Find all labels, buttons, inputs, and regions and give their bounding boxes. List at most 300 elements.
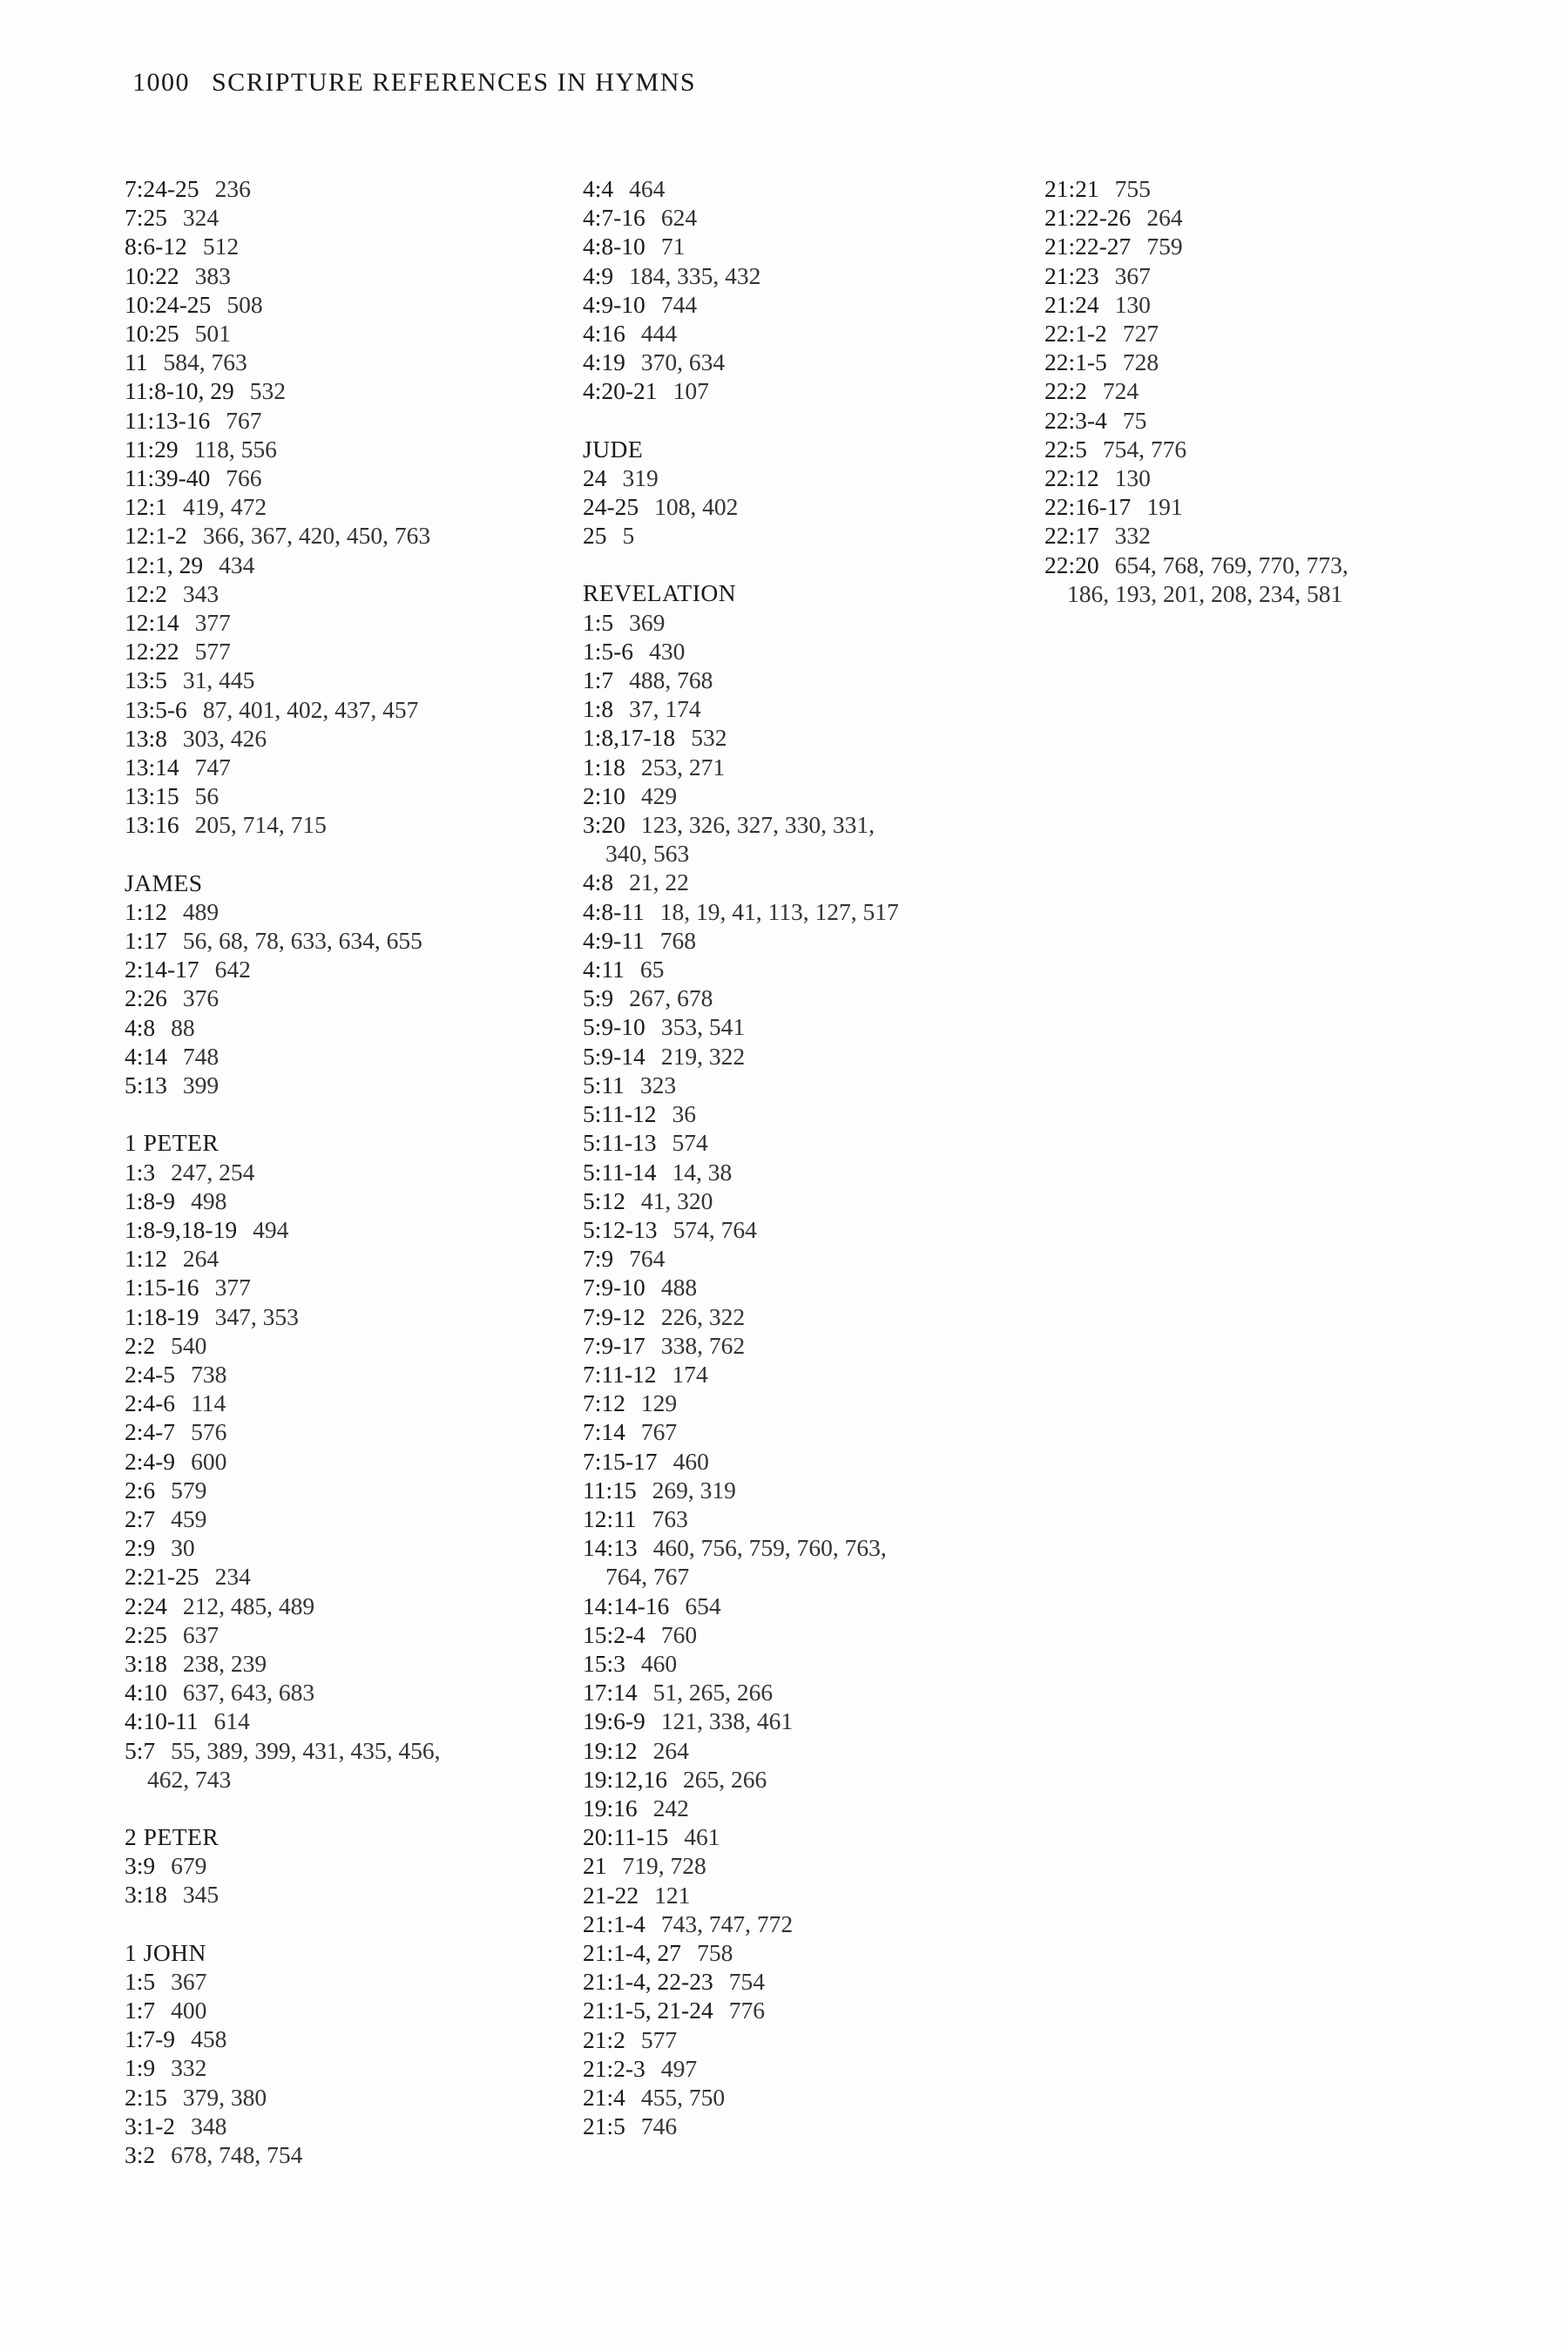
hymn-numbers: 759 xyxy=(1146,233,1183,260)
page-title: SCRIPTURE REFERENCES IN HYMNS xyxy=(212,68,697,97)
verse-reference: 12:11 xyxy=(583,1504,637,1532)
index-entry xyxy=(125,579,534,608)
verse-reference: 4:4 xyxy=(583,175,614,202)
hymn-numbers: 776 xyxy=(728,1997,765,2024)
verse-reference: 1:7-9 xyxy=(125,2025,176,2053)
verse-reference: 21:22-27 xyxy=(1044,233,1132,260)
verse-reference: 15:3 xyxy=(583,1649,625,1677)
hymn-numbers: 236 xyxy=(214,175,251,202)
hymn-numbers: 36 xyxy=(672,1100,697,1128)
verse-reference: 22:1-2 xyxy=(1044,320,1107,348)
verse-reference: 4:16 xyxy=(583,320,625,348)
index-entry xyxy=(125,1158,534,1186)
verse-reference: 21:2 xyxy=(583,2025,625,2053)
index-entry xyxy=(125,1533,534,1562)
index-entry xyxy=(583,2025,992,2054)
hymn-numbers: 679 xyxy=(171,1852,207,1880)
hymn-numbers: 654 xyxy=(685,1592,721,1619)
index-entry xyxy=(125,1042,534,1071)
verse-reference: 11:8-10, 29 xyxy=(125,377,234,405)
hymn-numbers: 434 xyxy=(219,551,255,578)
verse-reference: 2:4-5 xyxy=(125,1360,176,1388)
index-entry xyxy=(583,781,992,810)
index-entry xyxy=(125,897,534,926)
hymn-numbers: 429 xyxy=(640,781,678,809)
hymn-numbers: 724 xyxy=(1102,377,1139,405)
hymn-numbers: 377 xyxy=(214,1274,251,1301)
verse-reference: 3:18 xyxy=(125,1649,167,1677)
hymn-numbers: 747 xyxy=(194,754,231,781)
hymn-numbers: 264 xyxy=(1146,204,1183,232)
verse-reference: 4:10-11 xyxy=(125,1707,199,1735)
verse-reference: 21:21 xyxy=(1044,175,1099,202)
index-entry xyxy=(125,2083,534,2112)
index-entry xyxy=(583,521,992,550)
hymn-numbers: 464 xyxy=(629,175,666,202)
index-entry xyxy=(125,1273,534,1301)
verse-reference: 21:23 xyxy=(1044,261,1099,289)
index-entry xyxy=(583,203,992,232)
hymn-numbers: 332 xyxy=(1114,522,1151,550)
verse-reference: 2:7 xyxy=(125,1504,156,1532)
book-heading: REVELATION xyxy=(583,579,737,607)
hymn-numbers: 764, 767 xyxy=(605,1563,690,1591)
verse-reference: 5:9-10 xyxy=(583,1013,645,1041)
index-entry xyxy=(125,348,534,376)
hymn-numbers: 340, 563 xyxy=(605,840,690,868)
hymn-numbers: 488, 768 xyxy=(629,666,713,694)
hymn-numbers: 579 xyxy=(171,1476,207,1504)
hymn-numbers: 460 xyxy=(672,1447,709,1475)
verse-reference: 2:21-25 xyxy=(125,1563,199,1591)
index-entry xyxy=(125,1476,534,1504)
verse-reference: 1:8-9,18-19 xyxy=(125,1215,238,1243)
verse-reference: 11:15 xyxy=(583,1476,637,1504)
index-entry xyxy=(583,1678,992,1707)
hymn-numbers: 367 xyxy=(1114,261,1151,289)
verse-reference: 5:11-12 xyxy=(583,1100,657,1128)
hymn-numbers: 118, 556 xyxy=(193,435,277,463)
hymn-numbers: 642 xyxy=(214,956,251,983)
hymn-numbers: 743, 747, 772 xyxy=(660,1909,794,1937)
hymn-numbers: 55, 389, 399, 431, 435, 456, xyxy=(171,1736,441,1764)
verse-reference: 12:14 xyxy=(125,609,179,637)
verse-reference: 21-22 xyxy=(583,1881,639,1909)
hymn-numbers: 460 xyxy=(640,1649,678,1677)
hymn-numbers: 264 xyxy=(652,1736,689,1764)
index-entry xyxy=(583,232,992,260)
index-entry xyxy=(1044,174,1497,203)
index-entry xyxy=(1044,551,1497,579)
verse-reference: 2:26 xyxy=(125,984,167,1012)
verse-reference: 22:17 xyxy=(1044,522,1099,550)
index-entry xyxy=(583,290,992,319)
hymn-numbers: 345 xyxy=(182,1881,220,1909)
verse-reference: 3:20 xyxy=(583,811,625,839)
book-section xyxy=(583,578,992,2140)
verse-reference: 10:24-25 xyxy=(125,290,212,318)
verse-reference: 1:5 xyxy=(583,608,614,636)
index-entry xyxy=(125,1678,534,1707)
index-entry xyxy=(125,753,534,781)
hymn-numbers: 323 xyxy=(639,1071,677,1098)
verse-reference: 2:14-17 xyxy=(125,956,199,983)
book-heading: JAMES xyxy=(125,868,203,896)
index-entry xyxy=(583,608,992,637)
hymn-numbers: 88 xyxy=(171,1013,195,1041)
book-heading: JUDE xyxy=(583,435,644,463)
verse-reference: 13:16 xyxy=(125,811,179,839)
hymn-numbers: 56, 68, 78, 633, 634, 655 xyxy=(182,927,422,955)
verse-reference: 1:3 xyxy=(125,1158,156,1186)
verse-reference: 1:12 xyxy=(125,1245,167,1273)
verse-reference: 19:6-9 xyxy=(583,1707,645,1735)
hymn-numbers: 462, 743 xyxy=(147,1765,232,1793)
index-entry xyxy=(583,1071,992,1099)
hymn-numbers: 226, 322 xyxy=(660,1302,746,1330)
index-entry xyxy=(583,666,992,694)
verse-reference: 10:22 xyxy=(125,261,179,289)
verse-reference: 21:5 xyxy=(583,2112,625,2140)
hymn-numbers: 130 xyxy=(1114,464,1151,492)
verse-reference: 7:12 xyxy=(583,1389,625,1417)
hymn-numbers-continued xyxy=(1044,579,1497,608)
hymn-numbers: 65 xyxy=(639,956,665,983)
hymn-numbers: 746 xyxy=(640,2112,678,2140)
hymn-numbers: 489 xyxy=(182,897,220,925)
index-entry xyxy=(583,694,992,723)
index-entry xyxy=(583,1186,992,1215)
hymn-numbers: 114 xyxy=(191,1389,226,1417)
book-section xyxy=(583,435,992,551)
index-entry xyxy=(583,1649,992,1678)
index-entry xyxy=(583,1417,992,1446)
verse-reference: 3:1-2 xyxy=(125,2112,176,2139)
hymn-numbers: 205, 714, 715 xyxy=(194,811,327,839)
index-entry xyxy=(583,1707,992,1735)
verse-reference: 22:3-4 xyxy=(1044,406,1107,434)
hymn-numbers: 265, 266 xyxy=(683,1765,767,1793)
verse-reference: 1:9 xyxy=(125,2054,156,2082)
verse-reference: 21:24 xyxy=(1044,290,1099,318)
book-section xyxy=(125,1938,534,2170)
index-entry xyxy=(125,608,534,637)
hymn-numbers: 444 xyxy=(640,320,678,348)
index-entry xyxy=(583,1967,992,1996)
hymn-numbers: 186, 193, 201, 208, 234, 581 xyxy=(1067,579,1343,607)
verse-reference: 1:18 xyxy=(583,753,625,781)
index-entry xyxy=(1044,261,1497,290)
index-entry xyxy=(125,2053,534,2082)
verse-reference: 21:1-4, 22-23 xyxy=(583,1968,713,1996)
hymn-numbers: 576 xyxy=(191,1418,227,1446)
verse-reference: 21:4 xyxy=(583,2084,625,2111)
book-section xyxy=(125,868,534,1100)
index-entry xyxy=(583,810,992,839)
hymn-numbers: 758 xyxy=(697,1938,733,1966)
verse-reference: 2:24 xyxy=(125,1592,167,1619)
index-entry xyxy=(125,1967,534,1996)
index-entry xyxy=(583,1360,992,1389)
hymn-numbers: 31, 445 xyxy=(182,666,255,694)
index-entry xyxy=(125,492,534,521)
verse-reference: 19:16 xyxy=(583,1794,638,1821)
verse-reference: 5:7 xyxy=(125,1736,156,1764)
index-entry xyxy=(1044,348,1497,376)
verse-reference: 20:11-15 xyxy=(583,1823,669,1851)
hymn-numbers: 624 xyxy=(660,204,698,232)
index-entry xyxy=(583,753,992,781)
verse-reference: 13:15 xyxy=(125,782,179,810)
hymn-numbers: 637 xyxy=(182,1620,220,1648)
hymn-numbers-continued xyxy=(125,1765,534,1794)
verse-reference: 11:29 xyxy=(125,435,179,463)
hymn-numbers: 498 xyxy=(191,1186,227,1214)
verse-reference: 4:7-16 xyxy=(583,204,645,232)
index-entry xyxy=(583,1533,992,1562)
index-entry xyxy=(125,261,534,290)
index-entry xyxy=(125,1186,534,1215)
index-entry xyxy=(583,1244,992,1273)
hymn-numbers: 369 xyxy=(629,608,666,636)
index-entry xyxy=(125,810,534,839)
index-entry xyxy=(125,376,534,405)
verse-reference: 4:8 xyxy=(125,1013,156,1041)
hymn-numbers: 460, 756, 759, 760, 763, xyxy=(652,1534,887,1562)
hymn-numbers: 768 xyxy=(659,926,697,954)
hymn-numbers: 5 xyxy=(622,522,635,550)
verse-reference: 4:14 xyxy=(125,1042,167,1070)
book-heading: 2 PETER xyxy=(125,1822,220,1850)
hymn-numbers: 234 xyxy=(214,1563,251,1591)
verse-reference: 3:2 xyxy=(125,2141,156,2168)
verse-reference: 1:15-16 xyxy=(125,1274,199,1301)
index-entry xyxy=(125,983,534,1012)
verse-reference: 7:9 xyxy=(583,1245,614,1273)
book-section xyxy=(125,1128,534,1794)
verse-reference: 7:9-12 xyxy=(583,1302,645,1330)
page-number: 1000 xyxy=(132,68,190,97)
index-entry xyxy=(583,1504,992,1533)
verse-reference: 3:18 xyxy=(125,1881,167,1909)
index-entry xyxy=(125,695,534,724)
hymn-numbers: 738 xyxy=(191,1360,227,1388)
hymn-numbers: 764 xyxy=(629,1245,666,1273)
verse-reference: 5:12 xyxy=(583,1186,625,1214)
index-entry xyxy=(583,1996,992,2024)
hymn-numbers: 41, 320 xyxy=(640,1186,713,1214)
hymn-numbers: 219, 322 xyxy=(660,1042,746,1070)
verse-reference: 24 xyxy=(583,463,607,491)
index-entry xyxy=(583,1592,992,1620)
verse-reference: 4:8-10 xyxy=(583,233,645,260)
verse-reference: 7:25 xyxy=(125,204,167,232)
index-entry xyxy=(583,1794,992,1822)
verse-reference: 2:15 xyxy=(125,2083,167,2111)
verse-reference: 2:10 xyxy=(583,781,625,809)
index-entry xyxy=(125,1417,534,1446)
hymn-numbers: 461 xyxy=(684,1823,720,1851)
index-entry xyxy=(125,435,534,463)
index-entry xyxy=(583,1012,992,1041)
verse-reference: 4:9-11 xyxy=(583,926,645,954)
hymn-numbers: 184, 335, 432 xyxy=(629,261,761,289)
hymn-numbers: 419, 472 xyxy=(182,493,267,521)
hymn-numbers: 727 xyxy=(1122,320,1159,348)
hymn-numbers: 130 xyxy=(1114,290,1151,318)
verse-reference: 5:11-13 xyxy=(583,1129,657,1157)
index-entry xyxy=(583,1389,992,1417)
index-entry xyxy=(583,926,992,955)
verse-reference: 13:8 xyxy=(125,724,167,752)
verse-reference: 2:4-6 xyxy=(125,1389,176,1417)
book-section xyxy=(583,174,992,406)
index-entry xyxy=(1044,463,1497,492)
hymn-numbers: 18, 19, 41, 113, 127, 517 xyxy=(659,897,899,925)
hymn-numbers: 71 xyxy=(660,233,686,260)
verse-reference: 11:39-40 xyxy=(125,464,211,492)
index-entry xyxy=(125,1389,534,1417)
hymn-numbers: 348 xyxy=(191,2112,227,2139)
hymn-numbers: 212, 485, 489 xyxy=(182,1592,315,1619)
hymn-numbers: 366, 367, 420, 450, 763 xyxy=(202,522,431,550)
verse-reference: 4:20-21 xyxy=(583,377,658,405)
verse-reference: 2:9 xyxy=(125,1534,156,1562)
index-entry xyxy=(583,348,992,376)
index-entry xyxy=(125,1215,534,1244)
index-entry xyxy=(583,1476,992,1504)
index-entry xyxy=(583,1273,992,1301)
hymn-numbers: 56 xyxy=(194,782,220,810)
index-entry xyxy=(583,1042,992,1071)
index-entry xyxy=(583,492,992,521)
verse-reference: 21:1-4, 27 xyxy=(583,1938,682,1966)
hymn-numbers: 455, 750 xyxy=(640,2084,726,2111)
verse-reference: 7:9-10 xyxy=(583,1274,645,1301)
verse-reference: 2:6 xyxy=(125,1476,156,1504)
index-entry xyxy=(125,1620,534,1649)
hymn-numbers: 107 xyxy=(672,377,709,405)
hymn-numbers: 191 xyxy=(1146,493,1183,521)
index-entry xyxy=(125,1880,534,1909)
index-entry xyxy=(583,1099,992,1128)
index-entry xyxy=(125,406,534,435)
hymn-numbers: 37, 174 xyxy=(629,695,701,723)
index-entry xyxy=(1044,376,1497,405)
index-entry xyxy=(125,1562,534,1591)
verse-reference: 3:9 xyxy=(125,1852,156,1880)
index-entry xyxy=(125,174,534,203)
verse-reference: 14:14-16 xyxy=(583,1592,670,1619)
index-entry xyxy=(125,290,534,319)
verse-reference: 5:9 xyxy=(583,984,614,1012)
index-entry xyxy=(583,1851,992,1880)
hymn-numbers: 755 xyxy=(1114,175,1151,202)
index-entry xyxy=(125,1851,534,1880)
hymn-numbers: 377 xyxy=(194,609,231,637)
verse-reference: 5:9-14 xyxy=(583,1042,645,1070)
hymn-numbers: 766 xyxy=(226,464,262,492)
index-entry xyxy=(583,1822,992,1851)
hymn-numbers: 269, 319 xyxy=(652,1476,736,1504)
index-entry xyxy=(125,1331,534,1360)
index-entry xyxy=(1044,435,1497,463)
hymn-numbers: 379, 380 xyxy=(182,2083,267,2111)
verse-reference: 22:1-5 xyxy=(1044,348,1107,376)
index-entry xyxy=(583,174,992,203)
index-entry xyxy=(583,1736,992,1765)
verse-reference: 10:25 xyxy=(125,320,179,348)
verse-reference: 13:5 xyxy=(125,666,167,694)
hymn-numbers: 75 xyxy=(1122,406,1147,434)
verse-reference: 22:16-17 xyxy=(1044,493,1132,521)
index-entry xyxy=(125,1504,534,1533)
verse-reference: 7:15-17 xyxy=(583,1447,658,1475)
verse-reference: 14:13 xyxy=(583,1534,638,1562)
verse-reference: 1:12 xyxy=(125,897,167,925)
hymn-numbers: 383 xyxy=(194,261,231,289)
hymn-numbers: 512 xyxy=(202,233,240,260)
verse-reference: 13:5-6 xyxy=(125,695,187,723)
verse-reference: 12:1, 29 xyxy=(125,551,204,578)
index-entry xyxy=(1044,521,1497,550)
hymn-numbers: 353, 541 xyxy=(660,1013,746,1041)
index-entry xyxy=(125,319,534,348)
index-entry xyxy=(583,868,992,896)
verse-reference: 1:7 xyxy=(125,1996,156,2024)
hymn-numbers: 577 xyxy=(640,2025,678,2053)
index-entry xyxy=(125,521,534,550)
page-header xyxy=(132,68,696,98)
verse-reference: 17:14 xyxy=(583,1679,638,1707)
verse-reference: 22:20 xyxy=(1044,551,1099,578)
verse-reference: 7:24-25 xyxy=(125,175,199,202)
verse-reference: 21:22-26 xyxy=(1044,204,1132,232)
hymn-numbers: 264 xyxy=(182,1245,220,1273)
book-heading: 1 JOHN xyxy=(125,1938,206,1966)
verse-reference: 2:4-7 xyxy=(125,1418,176,1446)
verse-reference: 21:1-4 xyxy=(583,1909,645,1937)
verse-reference: 25 xyxy=(583,522,607,550)
index-entry xyxy=(583,1620,992,1649)
hymn-numbers-continued xyxy=(583,1562,992,1591)
verse-reference: 2:2 xyxy=(125,1331,156,1359)
hymn-numbers: 247, 254 xyxy=(171,1158,255,1186)
book-section xyxy=(125,174,534,840)
hymn-numbers: 754 xyxy=(728,1968,765,1996)
hymn-numbers: 123, 326, 327, 330, 331, xyxy=(640,811,875,839)
index-entry xyxy=(125,232,534,260)
verse-reference: 5:13 xyxy=(125,1071,167,1099)
hymn-numbers: 376 xyxy=(182,984,220,1012)
verse-reference: 15:2-4 xyxy=(583,1620,645,1648)
index-entry xyxy=(583,897,992,926)
index-entry xyxy=(125,926,534,955)
hymn-numbers: 767 xyxy=(640,1418,678,1446)
index-column-3 xyxy=(1044,174,1497,608)
index-entry xyxy=(125,1013,534,1042)
index-entry xyxy=(583,376,992,405)
hymn-numbers: 399 xyxy=(182,1071,220,1099)
hymn-numbers: 14, 38 xyxy=(672,1158,733,1186)
index-entry xyxy=(125,666,534,694)
index-entry xyxy=(583,1765,992,1794)
index-entry xyxy=(1044,203,1497,232)
index-entry xyxy=(125,1302,534,1331)
index-entry xyxy=(583,2083,992,2112)
hymn-numbers: 584, 763 xyxy=(163,348,247,376)
index-entry xyxy=(583,723,992,752)
